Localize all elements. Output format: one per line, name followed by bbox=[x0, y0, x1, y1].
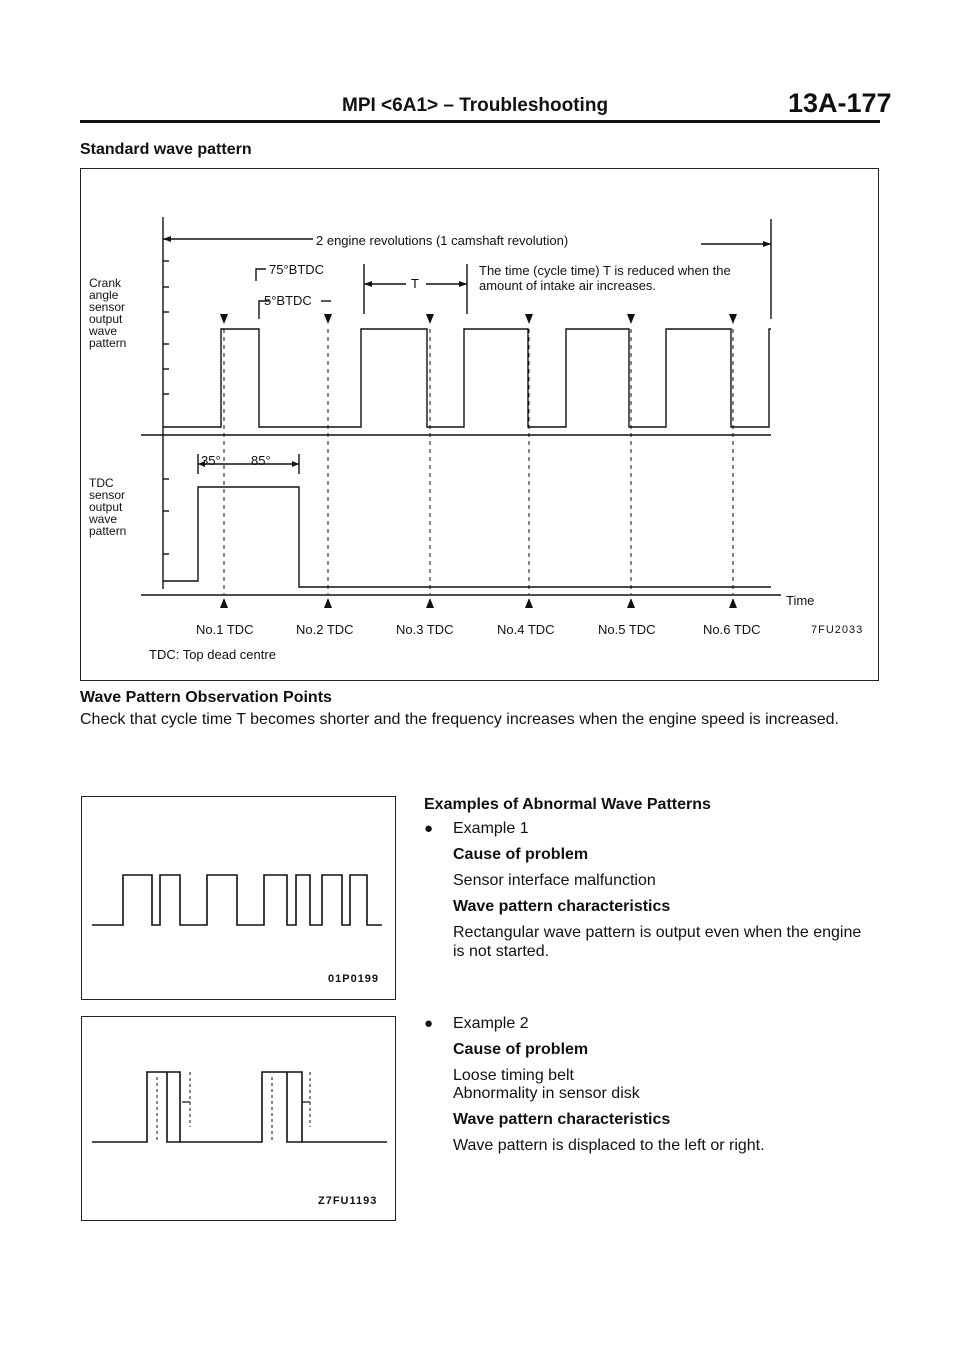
tdc-point-5: No.5 TDC bbox=[598, 622, 656, 637]
page-number: 13A-177 bbox=[788, 88, 892, 118]
example2-bullet: ● bbox=[424, 1015, 434, 1032]
tdc-point-2: No.2 TDC bbox=[296, 622, 354, 637]
btdc75-label: 75°BTDC bbox=[269, 262, 325, 277]
observation-text: Check that cycle time T becomes shorter and the frequency increases when the engine speed is increased. bbox=[80, 711, 839, 728]
example1-label: Example 1 bbox=[453, 820, 529, 837]
crank-label: Crank angle sensor output wave pattern bbox=[89, 276, 127, 350]
tdc-point-6: No.6 TDC bbox=[703, 622, 761, 637]
example2-char-heading: Wave pattern characteristics bbox=[453, 1111, 671, 1128]
tdc-point-3: No.3 TDC bbox=[396, 622, 454, 637]
cycle-note-line1: The time (cycle time) T is reduced when the bbox=[479, 263, 731, 278]
example2-wave bbox=[82, 1017, 394, 1217]
example1-figure bbox=[81, 796, 396, 1000]
tdc-definition: TDC: Top dead centre bbox=[149, 647, 276, 662]
example2-char: Wave pattern is displaced to the left or right. bbox=[453, 1137, 765, 1154]
example1-bullet: ● bbox=[424, 820, 434, 837]
page-header-title: MPI <6A1> – Troubleshooting bbox=[342, 95, 609, 116]
example1-wave bbox=[82, 797, 394, 997]
example1-cause: Sensor interface malfunction bbox=[453, 872, 656, 889]
btdc5-label: 5°BTDC bbox=[264, 293, 312, 308]
example2-cause-line2: Abnormality in sensor disk bbox=[453, 1085, 640, 1102]
example1-char-line1: Rectangular wave pattern is output even when the engine bbox=[453, 924, 862, 941]
tdc-point-1: No.1 TDC bbox=[196, 622, 254, 637]
example2-figure bbox=[81, 1016, 396, 1221]
example1-char-line2: is not started. bbox=[453, 943, 550, 960]
example2-figure-code: Z7FU1193 bbox=[318, 1195, 378, 1207]
example1-cause-heading: Cause of problem bbox=[453, 846, 589, 863]
section-title: Standard wave pattern bbox=[80, 141, 252, 158]
revolutions-label: 2 engine revolutions (1 camshaft revolution) bbox=[316, 233, 569, 248]
deg35-label: 35° bbox=[201, 453, 221, 468]
example2-cause-line1: Loose timing belt bbox=[453, 1067, 574, 1084]
tdc-point-4: No.4 TDC bbox=[497, 622, 555, 637]
standard-wave-figure bbox=[80, 168, 879, 681]
cycle-note-line2: amount of intake air increases. bbox=[479, 278, 657, 293]
figure-code: 7FU2033 bbox=[811, 624, 864, 636]
time-label: Time bbox=[786, 593, 815, 608]
abnormal-title: Examples of Abnormal Wave Patterns bbox=[424, 796, 711, 813]
tdc-label: TDC sensor output wave pattern bbox=[89, 476, 127, 538]
example1-figure-code: 01P0199 bbox=[328, 973, 380, 985]
example2-cause-heading: Cause of problem bbox=[453, 1041, 589, 1058]
t-label: T bbox=[411, 276, 419, 291]
observation-title: Wave Pattern Observation Points bbox=[80, 689, 332, 706]
deg85-label: 85° bbox=[251, 453, 271, 468]
header-rule bbox=[80, 120, 880, 123]
example1-char-heading: Wave pattern characteristics bbox=[453, 898, 671, 915]
example2-label: Example 2 bbox=[453, 1015, 529, 1032]
